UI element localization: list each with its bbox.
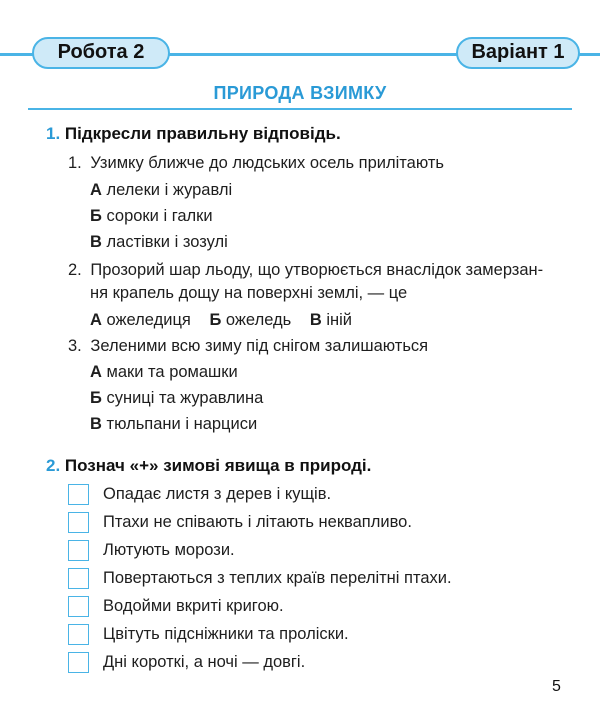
option-text: тюльпани і нарциси [106,415,258,433]
checklist-item-1 [68,483,331,505]
checklist-item-7 [68,651,305,673]
q2-option-c[interactable] [310,311,352,329]
question-2-line-1 [68,260,543,280]
checklist-item-label: Дні короткі, а ночі — довгі. [103,653,306,671]
checklist-item-6 [68,623,349,645]
checklist-item-label: Птахи не співають і літають неквапливо. [103,513,412,531]
page-number: 5 [552,678,561,695]
checklist-item-2 [68,511,412,533]
answer-checkbox[interactable] [68,652,89,673]
option-text: іній [326,311,353,329]
answer-checkbox[interactable] [68,624,89,645]
q2-option-b[interactable] [209,311,295,329]
option-letter: Б [90,207,102,225]
option-text: ластівки і зозулі [106,233,228,251]
q3-option-a[interactable] [90,362,238,382]
option-text: лелеки і журавлі [106,181,233,199]
question-3-number: 3. [68,337,82,355]
task-1-heading [46,124,341,144]
work-number-badge [32,37,170,69]
question-1-text: Узимку ближче до людських осель прилітають [90,154,445,172]
option-text: ожеледь [225,311,292,329]
option-letter: Б [90,389,102,407]
option-text: суниці та журавлина [106,389,264,407]
option-letter: А [90,311,102,329]
checklist-item-5 [68,595,284,617]
answer-checkbox[interactable] [68,596,89,617]
q1-option-b[interactable] [90,206,213,226]
question-1 [68,153,444,173]
checklist-item-label: Цвітуть підсніжники та проліски. [103,625,349,643]
question-2-number: 2. [68,261,82,279]
q3-option-c[interactable] [90,414,257,434]
option-letter: В [90,233,102,251]
option-letter: А [90,363,102,381]
q2-option-a[interactable] [90,311,195,329]
option-text: сороки і галки [106,207,213,225]
option-text: маки та ромашки [106,363,238,381]
variant-label: Варіант 1 [471,41,565,63]
work-number-label: Робота 2 [57,41,145,63]
checklist-item-label: Опадає листя з дерев і кущів. [103,485,332,503]
task-2-heading [46,456,371,476]
option-letter: В [309,311,322,329]
question-3-text: Зеленими всю зиму під снігом залишаються [90,337,429,355]
option-letter: В [90,415,102,433]
page-title: ПРИРОДА ВЗИМКУ [213,83,387,103]
answer-checkbox[interactable] [68,568,89,589]
answer-checkbox[interactable] [68,484,89,505]
task-2-number: 2. [46,456,61,475]
answer-checkbox[interactable] [68,540,89,561]
question-2-text: Прозорий шар льоду, що утворюється внаслідок замерзан- [90,261,544,279]
answer-checkbox[interactable] [68,512,89,533]
q1-option-c[interactable] [90,232,228,252]
task-1-number: 1. [46,124,61,143]
checklist-item-label: Водойми вкриті кригою. [103,597,284,615]
option-text: ожеледиця [106,311,191,329]
q2-options-row [90,310,352,330]
task-2-instruction: Познач «+» зимові явища в природі. [64,456,372,475]
checklist-item-label: Лютують морози. [103,541,235,559]
option-letter: А [90,181,102,199]
q1-option-a[interactable] [90,180,232,200]
checklist-item-4 [68,567,452,589]
option-letter: Б [209,311,222,329]
question-1-number: 1. [68,154,82,172]
checklist-item-label: Повертаються з теплих країв перелітні птахи. [103,569,452,587]
variant-badge [456,37,580,69]
question-3 [68,336,428,356]
question-2-line-2: ня крапель дощу на поверхні землі, — це [90,284,408,302]
q3-option-b[interactable] [90,388,263,408]
task-1-instruction: Підкресли правильну відповідь. [64,124,341,143]
title-underline [28,108,572,110]
checklist-item-3 [68,539,235,561]
